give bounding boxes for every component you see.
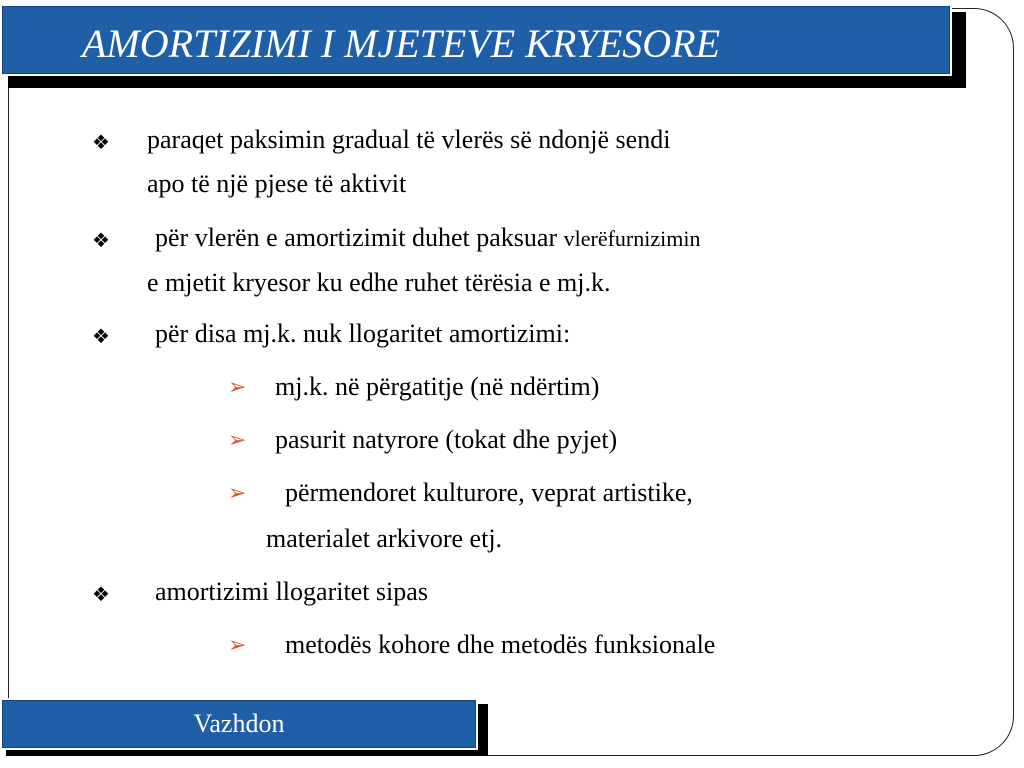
sub-bullet-3-3-line-1: përmendoret kulturore, veprat artistike, (285, 478, 693, 507)
arrow-bullet-icon: ➢ (228, 428, 247, 453)
bullet-2-text-b: vlerëfurnizimin (563, 226, 701, 251)
sub-bullet-3-3-line-2: materialet arkivore etj. (266, 524, 503, 553)
sub-bullet-4-1: metodës kohore dhe metodës funksionale (285, 630, 716, 659)
bullet-2-line-1 (155, 216, 700, 261)
diamond-bullet-icon: ❖ (92, 324, 110, 348)
continue-button[interactable] (0, 698, 478, 750)
bullet-2-line-2: e mjetit kryesor ku edhe ruhet tërësia e mj.k. (147, 268, 611, 297)
diamond-bullet-icon: ❖ (92, 582, 110, 606)
diamond-bullet-icon: ❖ (92, 130, 110, 154)
continue-button-label: Vazhdon (193, 709, 285, 738)
sub-bullet-3-1: mj.k. në përgatitje (në ndërtim) (275, 372, 600, 401)
slide-title: AMORTIZIMI I MJETEVE KRYESORE (82, 21, 721, 66)
bullet-3-line-1: për disa mj.k. nuk llogaritet amortizimi: (155, 319, 571, 348)
sub-bullet-3-2: pasurit natyrore (tokat dhe pyjet) (275, 425, 618, 454)
arrow-bullet-icon: ➢ (228, 481, 247, 506)
arrow-bullet-icon: ➢ (228, 375, 247, 400)
bullet-1-line-2: apo të një pjese të aktivit (147, 169, 407, 198)
arrow-bullet-icon: ➢ (228, 633, 247, 658)
bullet-1-line-1: paraqet paksimin gradual të vlerës së ndonjë sendi (147, 125, 671, 154)
bullet-2-text-a: për vlerën e amortizimit duhet paksuar (155, 223, 564, 252)
bullet-4-line-1: amortizimi llogaritet sipas (155, 577, 428, 606)
diamond-bullet-icon: ❖ (92, 228, 110, 252)
